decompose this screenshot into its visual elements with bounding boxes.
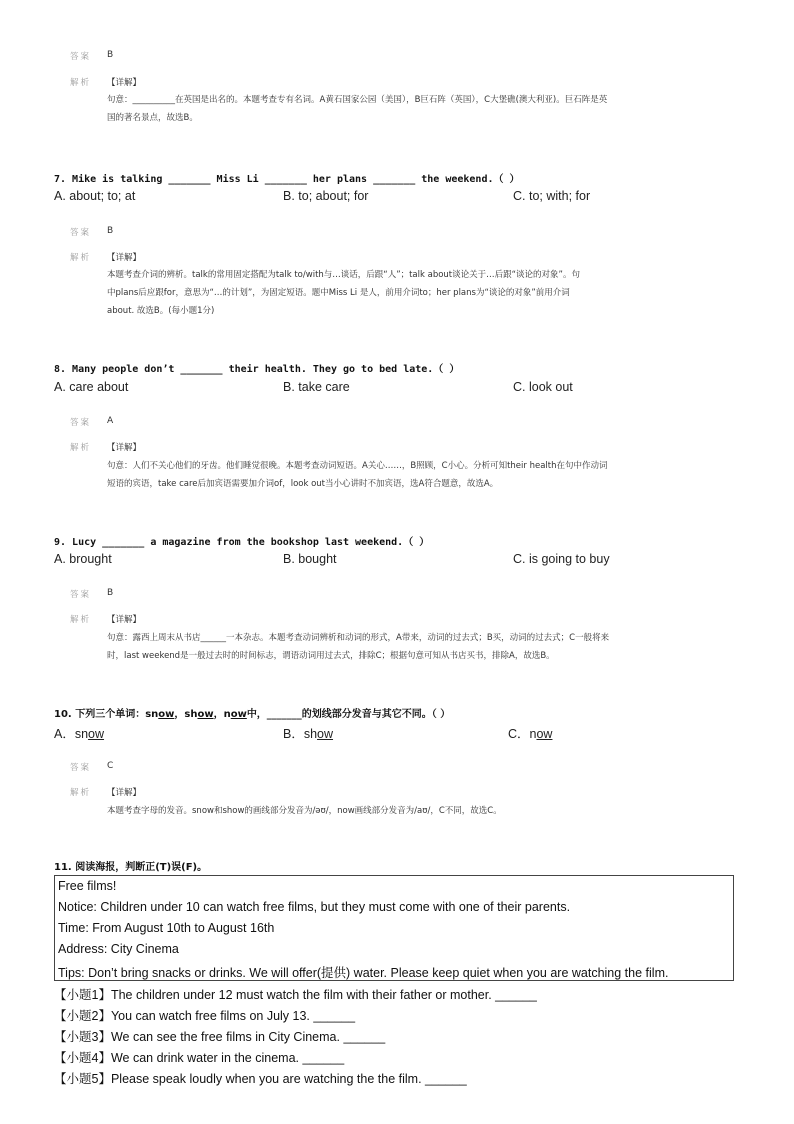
option-b: B. take care (283, 380, 350, 394)
analysis-label: 解析 (70, 788, 92, 798)
answer-value: B (107, 226, 114, 236)
answer-value: A (107, 416, 114, 426)
answer-label: 答案 (70, 763, 92, 773)
explanation-line: 短语的宾语，take care后加宾语需要加介词of，look out当小心讲时不加宾语，选A符合题意，故选A。 (107, 479, 499, 489)
option-b: B. bought (283, 552, 337, 566)
detail-heading: 【详解】 (107, 78, 142, 88)
option-a: A．snow (54, 727, 105, 741)
option-b: B. to; about; for (283, 189, 369, 203)
poster-line: Notice: Children under 10 can watch free films, but they must come with one of their parents. (58, 900, 571, 914)
question-stem: 10. 下列三个单词：snow，show，now中，_______的划线部分发音与其它不同。（ ） (54, 709, 451, 720)
answer-value: B (107, 50, 114, 60)
option-c: C．now (508, 727, 553, 741)
poster-line: Tips: Don’t bring snacks or drinks. We will offer(提供) water. Please keep quiet when you are watching the film. (58, 966, 669, 980)
question-stem: 8. Many people don’t _______ their health. They go to bed late.（ ） (54, 364, 460, 375)
notice-poster (54, 875, 734, 981)
sub-question: 【小题3】We can see the free films in City Cinema. ______ (54, 1030, 386, 1044)
poster-line: Time: From August 10th to August 16th (58, 921, 275, 935)
option-c: C. look out (513, 380, 573, 394)
explanation-line: about. 故选B。(每小题1分) (107, 306, 215, 316)
explanation-line: 本题考查介词的辨析。talk的常用固定搭配为talk to/with与…谈话，后跟“人”；talk about谈论关于…后跟“谈论的对象”。句 (107, 270, 580, 280)
explanation-line: 本题考查字母的发音。snow和show的画线部分发音为/əʊ/，now画线部分发音为/aʊ/，C不同，故选C。 (107, 806, 502, 816)
question-stem: 9. Lucy _______ a magazine from the bookshop last weekend.（ ） (54, 537, 430, 548)
poster-line: Free films! (58, 879, 117, 893)
question-stem: 11. 阅读海报，判断正(T)误(F)。 (54, 862, 208, 873)
option-a: A. brought (54, 552, 112, 566)
option-c: C. to; with; for (513, 189, 591, 203)
explanation-line: 时，last weekend是一般过去时的时间标志，谓语动词用过去式，排除C；根据句意可知从书店买书，排除A，故选B。 (107, 651, 555, 661)
option-a: A. care about (54, 380, 129, 394)
detail-heading: 【详解】 (107, 615, 142, 625)
answer-label: 答案 (70, 418, 92, 428)
question-stem: 7. Mike is talking _______ Miss Li _______ her plans _______ the weekend.（ ） (54, 174, 520, 185)
sub-question: 【小题2】You can watch free films on July 13. ______ (54, 1009, 356, 1023)
answer-value: B (107, 588, 114, 598)
analysis-label: 解析 (70, 615, 92, 625)
detail-heading: 【详解】 (107, 443, 142, 453)
detail-heading: 【详解】 (107, 788, 142, 798)
option-a: A. about; to; at (54, 189, 136, 203)
answer-label: 答案 (70, 590, 92, 600)
analysis-label: 解析 (70, 253, 92, 263)
option-b: B．show (283, 727, 334, 741)
poster-line: Address: City Cinema (58, 942, 179, 956)
option-c: C. is going to buy (513, 552, 610, 566)
explanation-line: 句意：人们不关心他们的牙齿。他们睡觉很晚。本题考查动词短语。A关心……，B照顾，C小心。分析可知their health在句中作动词 (107, 461, 608, 471)
explanation-line: 句意：露西上周末从书店______一本杂志。本题考查动词辨析和动词的形式，A带来，动词的过去式；B买，动词的过去式；C一般将来 (107, 633, 610, 643)
sub-question: 【小题5】Please speak loudly when you are watching the the film. ______ (54, 1072, 467, 1086)
analysis-label: 解析 (70, 78, 92, 88)
explanation-line: 国的著名景点，故选B。 (107, 113, 198, 123)
answer-label: 答案 (70, 228, 92, 238)
answer-value: C (107, 761, 114, 771)
explanation-line: 中plans后应跟for，意思为“…的计划”，为固定短语。题中Miss Li 是人，前用介词to；her plans为“谈论的对象”前用介词 (107, 288, 570, 298)
answer-label: 答案 (70, 52, 92, 62)
analysis-label: 解析 (70, 443, 92, 453)
explanation-line: 句意：__________在英国是出名的。本题考查专有名词。A黄石国家公园（美国），B巨石阵（英国），C大堡礁(澳大利亚)。巨石阵是英 (107, 95, 608, 105)
sub-question: 【小题1】The children under 12 must watch the film with their father or mother. ______ (54, 988, 537, 1002)
detail-heading: 【详解】 (107, 253, 142, 263)
sub-question: 【小题4】We can drink water in the cinema. ______ (54, 1051, 345, 1065)
